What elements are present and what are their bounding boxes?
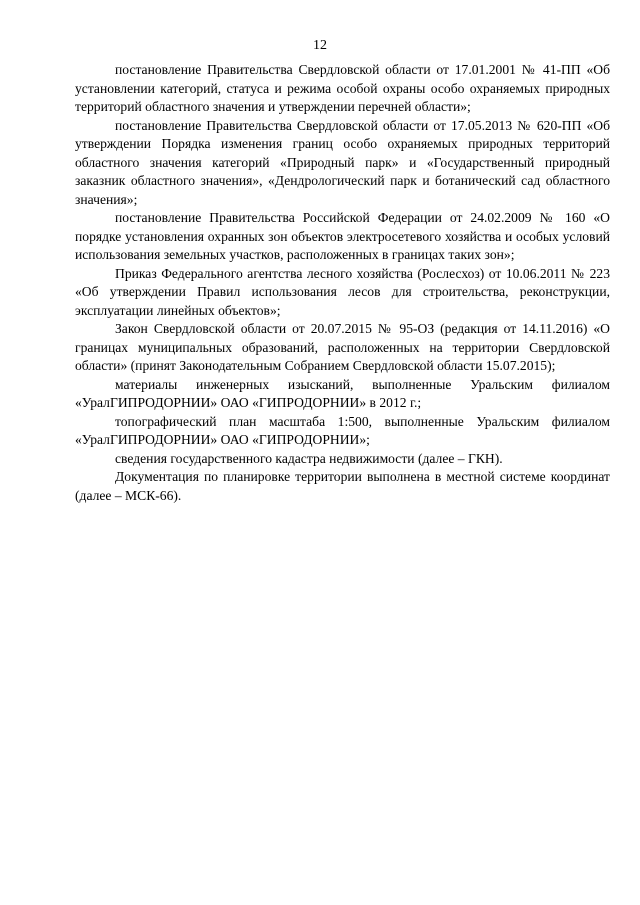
paragraph-resolution-41pp: постановление Правительства Свердловской области от 17.01.2001 № 41-ПП «Об установлении категорий, статуса и режима особой охраны особо охраняемых природных территорий областного значения и утверждении перечней области»; xyxy=(75,62,610,114)
document-body xyxy=(75,61,610,505)
paragraph-resolution-620pp: постановление Правительства Свердловской области от 17.05.2013 № 620-ПП «Об утверждении Порядка изменения границ особо охраняемых природных территорий областного значения категорий «Природный парк» и «Государственный природный заказник областного значения», «Дендрологический парк и ботанический сад областного значения»; xyxy=(75,117,610,207)
paragraph-cadastre: сведения государственного кадастра недвижимости (далее – ГКН). xyxy=(115,450,503,466)
paragraph-topographic-plan: топографический план масштаба 1:500, выполненные Уральским филиалом «УралГИПРОДОРНИИ» ОАО «ГИПРОДОРНИИ»; xyxy=(75,413,610,447)
paragraph-law-95oz: Закон Свердловской области от 20.07.2015 № 95-ОЗ (редакция от 14.11.2016) «О границах муниципальных образований, расположенных на территории Свердловской области» (принят Законодательным Собранием Свердловской области 15.07.2015); xyxy=(75,321,610,373)
paragraph-engineering-surveys: материалы инженерных изысканий, выполненные Уральским филиалом «УралГИПРОДОРНИИ» ОАО «ГИПРОДОРНИИ» в 2012 г.; xyxy=(75,376,610,410)
paragraph-resolution-160: постановление Правительства Российской Федерации от 24.02.2009 № 160 «О порядке установления охранных зон объектов электросетевого хозяйства и особых условий использования земельных участков, расположенных в границах таких зон»; xyxy=(75,210,610,262)
page-number: 12 xyxy=(313,38,327,53)
paragraph-coordinate-system: Документация по планировке территории выполнена в местной системе координат (далее – МСК-66). xyxy=(75,469,610,503)
paragraph-order-223: Приказ Федерального агентства лесного хозяйства (Рослесхоз) от 10.06.2011 № 223 «Об утверждении Правил использования лесов для строительства, реконструкции, эксплуатации линейных объектов»; xyxy=(75,265,610,318)
